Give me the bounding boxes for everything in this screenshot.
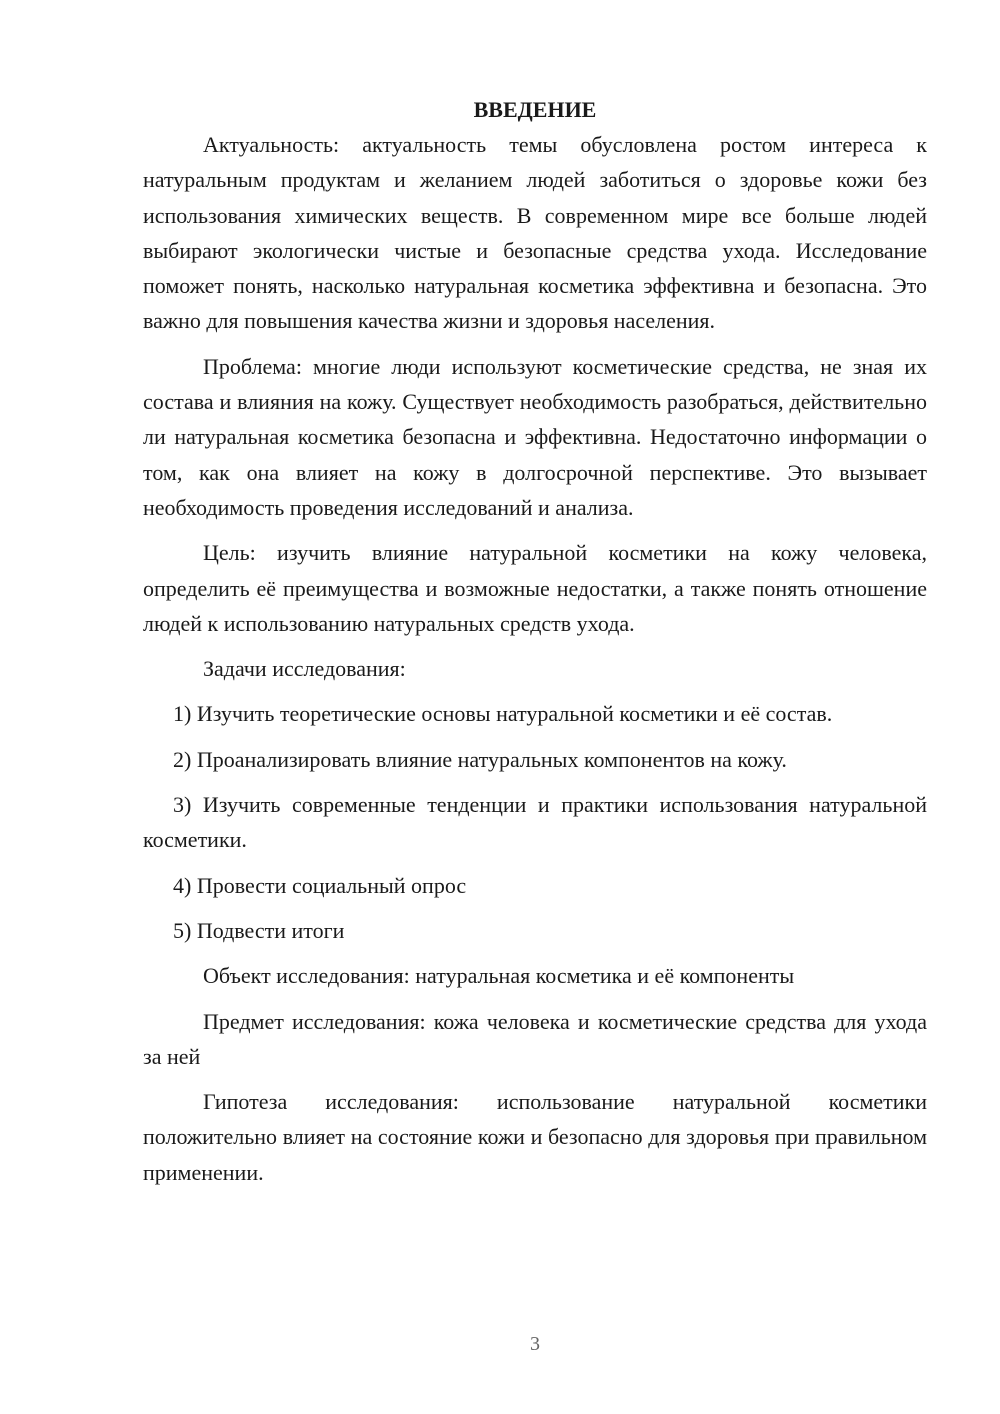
problem-paragraph: Проблема: многие люди используют косметические средства, не зная их состава и влияния на кожу. Существует необходимость разобраться, действительно ли натуральная косметика безопасна и эффективна. Недостаточно информации о том, как она влияет на кожу в долгосрочной перспективе. Это вызывает необходимость проведения исследований и анализа. [143, 353, 927, 520]
relevance-paragraph: Актуальность: актуальность темы обусловлена ростом интереса к натуральным продуктам и желанием людей заботиться о здоровье кожи без использования химических веществ. В современном мире все больше людей выбирают экологически чистые и безопасные средства ухода. Исследование поможет понять, насколько натуральная косметика эффективна и безопасна. Это важно для повышения качества жизни и здоровья населения. [143, 132, 927, 334]
object-paragraph: Объект исследования: натуральная косметика и её компоненты [203, 963, 795, 989]
subject-paragraph: Предмет исследования: кожа человека и косметические средства для ухода за ней [143, 1008, 927, 1069]
tasks-heading: Задачи исследования: [203, 656, 406, 682]
section-title: ВВЕДЕНИЕ [473, 97, 597, 122]
task-item: 2) Проанализировать влияние натуральных компонентов на кожу. [173, 746, 787, 772]
task-item: 3) Изучить современные тенденции и практики использования натуральной косметики. [143, 792, 927, 853]
task-item: 1) Изучить теоретические основы натуральной косметики и её состав. [173, 701, 833, 727]
task-item: 4) Провести социальный опрос [173, 872, 467, 898]
goal-paragraph: Цель: изучить влияние натуральной косметики на кожу человека, определить её преимущества и возможные недостатки, а также понять отношение людей к использованию натуральных средств ухода. [143, 540, 927, 636]
page-number: 3 [530, 1333, 540, 1355]
page-content [143, 92, 927, 1200]
task-item: 5) Подвести итоги [173, 917, 345, 943]
hypothesis-paragraph: Гипотеза исследования: использование натуральной косметики положительно влияет на состояние кожи и безопасно для здоровья при правильном применении. [143, 1089, 927, 1185]
